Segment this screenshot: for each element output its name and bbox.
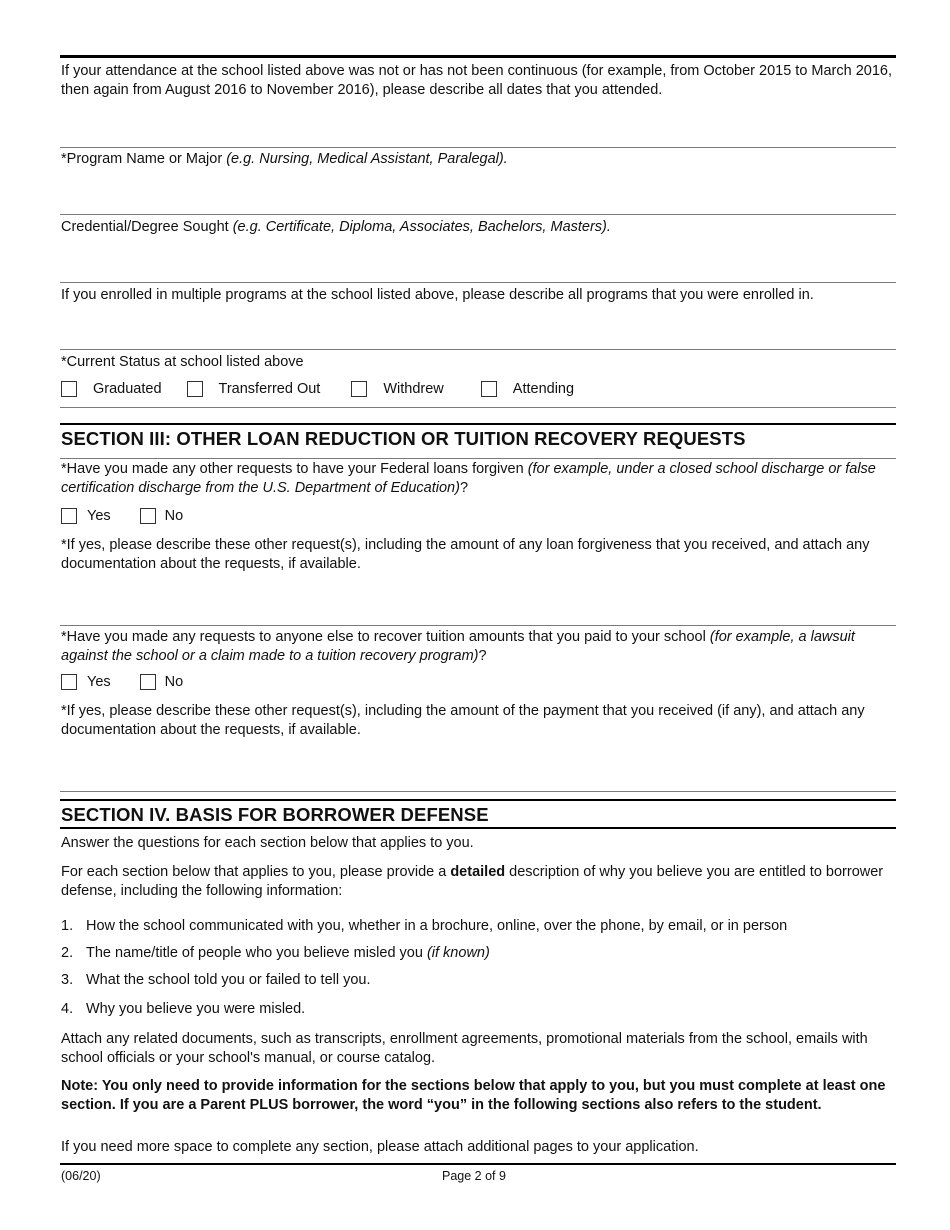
program-answer-line[interactable] <box>60 214 896 215</box>
status-option-graduated[interactable]: Graduated <box>61 381 162 397</box>
attendance-prompt: If your attendance at the school listed above was not or has not been continuous (for example, from October 2015 to March 2016, then again from August 2016 to November 2016), please describe all dates that you attended. <box>61 63 893 98</box>
page-number: Page 2 of 9 <box>442 1169 506 1183</box>
top-rule <box>60 55 896 58</box>
q2-option-yes[interactable]: Yes <box>61 674 111 690</box>
q1-options <box>61 508 183 524</box>
section3-title-underline <box>60 458 896 459</box>
credential-answer-line[interactable] <box>60 282 896 283</box>
status-option-withdrew[interactable]: Withdrew <box>351 381 443 397</box>
q2-no-checkbox[interactable] <box>140 674 156 690</box>
q2-yes-checkbox[interactable] <box>61 674 77 690</box>
section3-title: SECTION III: OTHER LOAN REDUCTION OR TUITION RECOVERY REQUESTS <box>61 428 746 449</box>
q1-followup-prompt: *If yes, please describe these other request(s), including the amount of any loan forgiveness that you received, and attach any documentation about the requests, if available. <box>61 537 870 572</box>
current-status-label: *Current Status at school listed above <box>61 354 304 370</box>
section4-intro: Answer the questions for each section below that applies to you. <box>61 835 474 851</box>
q1-option-no[interactable]: No <box>140 508 184 524</box>
q1-hint: (for example, under a closed school discharge or false certification discharge from the U.S. Department of Education) <box>61 461 876 496</box>
attach-documents-text: Attach any related documents, such as transcripts, enrollment agreements, promotional materials from the school, emails with school officials or your school's manual, or course catalog. <box>61 1031 868 1066</box>
status-option-transferred-out[interactable]: Transferred Out <box>187 381 321 397</box>
section3-question1: *Have you made any other requests to have your Federal loans forgiven (for example, under a closed school discharge or false certification discharge from the U.S. Department of Education)? <box>61 461 876 496</box>
multiple-programs-answer-line[interactable] <box>60 349 896 350</box>
credential-hint: (e.g. Certificate, Diploma, Associates, Bachelors, Masters). <box>232 219 611 235</box>
checkbox-attending[interactable] <box>481 381 497 397</box>
attendance-answer-line[interactable] <box>60 147 896 148</box>
status-bottom-line <box>60 407 896 408</box>
checkbox-graduated[interactable] <box>61 381 77 397</box>
q1-yes-checkbox[interactable] <box>61 508 77 524</box>
q2-hint: (for example, a lawsuit against the school or a claim made to a tuition recovery program) <box>61 629 855 664</box>
q2-option-no[interactable]: No <box>140 674 184 690</box>
section3-question2: *Have you made any requests to anyone else to recover tuition amounts that you paid to your school (for example, a lawsuit against the school or a claim made to a tuition recovery program)? <box>61 629 855 664</box>
program-hint: (e.g. Nursing, Medical Assistant, Paralegal). <box>226 151 508 167</box>
section4-description: For each section below that applies to you, please provide a detailed description of why you believe you are entitled to borrower defense, including the following information: <box>61 864 884 899</box>
list-item: 3. What the school told you or failed to tell you. <box>61 972 371 988</box>
section4-top-rule <box>60 799 896 801</box>
program-name-field-label <box>61 150 893 169</box>
q2-options <box>61 674 183 690</box>
q1-followup-answer-line[interactable] <box>60 625 896 626</box>
credential-label: Credential/Degree Sought <box>61 219 233 235</box>
q1-no-checkbox[interactable] <box>140 508 156 524</box>
list-item: 1. How the school communicated with you, whether in a brochure, online, over the phone, by email, or in person <box>61 918 788 934</box>
list-item: 4. Why you believe you were misled. <box>61 1001 306 1017</box>
section3-top-rule <box>60 423 896 425</box>
list-item: 2. The name/title of people who you believe misled you (if known) <box>61 945 490 961</box>
multiple-programs-prompt: If you enrolled in multiple programs at the school listed above, please describe all programs that you were enrolled in. <box>61 287 814 303</box>
current-status-options <box>61 381 574 397</box>
checkbox-withdrew[interactable] <box>351 381 367 397</box>
section4-title-underline <box>60 827 896 829</box>
more-space-text: If you need more space to complete any section, please attach additional pages to your application. <box>61 1139 699 1155</box>
note-text: Note: You only need to provide information for the sections below that apply to you, but you must complete at least one section. If you are a Parent PLUS borrower, the word “you” in the following sections also refers to the student. <box>61 1078 886 1113</box>
program-label: *Program Name or Major <box>61 151 227 167</box>
footer-rule <box>60 1163 896 1165</box>
q1-text: *Have you made any other requests to have your Federal loans forgiven <box>61 461 528 477</box>
form-revision-date: (06/20) <box>61 1169 101 1183</box>
checkbox-transferred-out[interactable] <box>187 381 203 397</box>
status-option-attending[interactable]: Attending <box>481 381 574 397</box>
section4-title: SECTION IV. BASIS FOR BORROWER DEFENSE <box>61 804 489 825</box>
detailed-emphasis: detailed <box>450 864 506 880</box>
q2-text: *Have you made any requests to anyone else to recover tuition amounts that you paid to your school <box>61 629 710 645</box>
q2-followup-answer-line[interactable] <box>60 791 896 792</box>
q2-followup-prompt: *If yes, please describe these other request(s), including the amount of the payment that you received (if any), and attach any documentation about the requests, if available. <box>61 703 865 738</box>
q1-option-yes[interactable]: Yes <box>61 508 111 524</box>
credential-field-label <box>61 218 893 237</box>
